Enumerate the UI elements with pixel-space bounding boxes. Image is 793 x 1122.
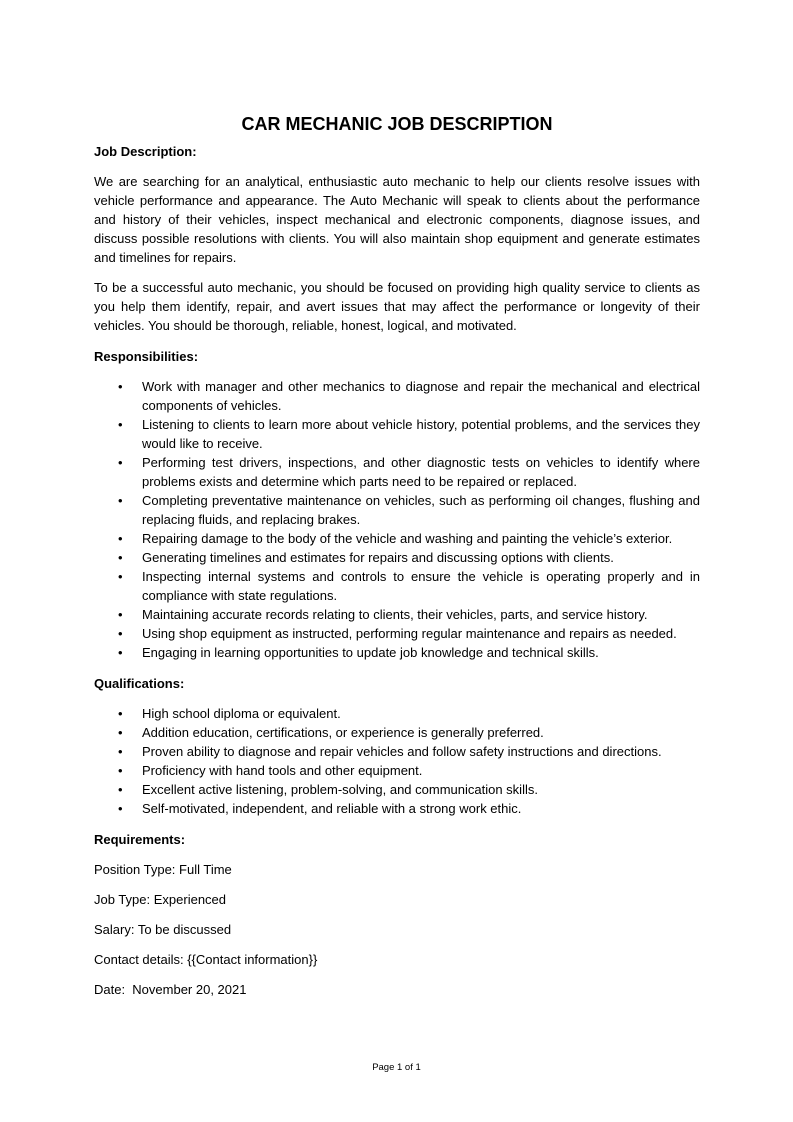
requirements-heading: Requirements: <box>94 832 186 847</box>
responsibility-item: • Maintaining accurate records relating to clients, their vehicles, parts, and service history. <box>118 607 648 622</box>
responsibility-item: • Performing test drivers, inspections, and other diagnostic tests on vehicles to identify where problems exists and determine which parts need to be repaired or replaced. <box>118 455 700 489</box>
bullet-icon: • <box>118 493 123 508</box>
qualification-item: • Proven ability to diagnose and repair vehicles and follow safety instructions and directions. <box>118 744 662 759</box>
responsibility-item: • Inspecting internal systems and controls to ensure the vehicle is operating properly and in compliance with state regulations. <box>118 569 700 603</box>
qualification-item: • Proficiency with hand tools and other equipment. <box>118 763 423 778</box>
job-description-paragraph-2: To be a successful auto mechanic, you should be focused on providing high quality service to clients as you help them identify, repair, and avert issues that may affect the performance or longevity of their vehicles. You should be thorough, reliable, honest, logical, and motivated. <box>94 280 700 333</box>
bullet-icon: • <box>118 417 123 432</box>
salary: Salary: To be discussed <box>94 922 232 937</box>
responsibility-item: • Using shop equipment as instructed, performing regular maintenance and repairs as needed. <box>118 626 677 641</box>
responsibility-item: • Generating timelines and estimates for repairs and discussing options with clients. <box>118 550 614 565</box>
responsibility-item: • Work with manager and other mechanics to diagnose and repair the mechanical and electrical components of vehicles. <box>118 379 700 413</box>
qualification-item: • Addition education, certifications, or experience is generally preferred. <box>118 725 544 740</box>
document-body <box>94 112 700 999</box>
bullet-icon: • <box>118 626 123 641</box>
qualification-item: • High school diploma or equivalent. <box>118 706 341 721</box>
position-type: Position Type: Full Time <box>94 862 232 877</box>
responsibilities-list <box>94 377 700 662</box>
bullet-icon: • <box>118 645 123 660</box>
bullet-icon: • <box>118 550 123 565</box>
job-description-heading: Job Description: <box>94 144 197 159</box>
contact-details: Contact details: {{Contact information}} <box>94 952 318 967</box>
responsibility-item: • Listening to clients to learn more about vehicle history, potential problems, and the services they would like to receive. <box>118 417 700 451</box>
job-type: Job Type: Experienced <box>94 892 227 907</box>
bullet-icon: • <box>118 706 123 721</box>
bullet-icon: • <box>118 763 123 778</box>
responsibilities-heading: Responsibilities: <box>94 349 199 364</box>
date: Date: November 20, 2021 <box>94 982 247 997</box>
bullet-icon: • <box>118 569 123 584</box>
bullet-icon: • <box>118 744 123 759</box>
bullet-icon: • <box>118 801 123 816</box>
qualification-item: • Self-motivated, independent, and reliable with a strong work ethic. <box>118 801 522 816</box>
responsibility-item: • Completing preventative maintenance on vehicles, such as performing oil changes, flushing and replacing fluids, and replacing brakes. <box>118 493 700 527</box>
document-title: CAR MECHANIC JOB DESCRIPTION <box>241 114 553 134</box>
bullet-icon: • <box>118 455 123 470</box>
page-number: Page 1 of 1 <box>372 1062 421 1073</box>
bullet-icon: • <box>118 607 123 622</box>
bullet-icon: • <box>118 379 123 394</box>
bullet-icon: • <box>118 782 123 797</box>
responsibility-item: • Engaging in learning opportunities to update job knowledge and technical skills. <box>118 645 599 660</box>
job-description-paragraph-1: We are searching for an analytical, enthusiastic auto mechanic to help our clients resolve issues with vehicle performance and appearance. The Auto Mechanic will speak to clients about the performance and history of their vehicles, inspect mechanical and electronic components, diagnose issues, and discuss possible resolutions with clients. You will also maintain shop equipment and generate estimates and timelines for repairs. <box>94 174 700 265</box>
qualification-item: • Excellent active listening, problem-solving, and communication skills. <box>118 782 538 797</box>
qualifications-heading: Qualifications: <box>94 676 185 691</box>
responsibility-item: • Repairing damage to the body of the vehicle and washing and painting the vehicle’s exterior. <box>118 531 673 546</box>
bullet-icon: • <box>118 725 123 740</box>
bullet-icon: • <box>118 531 123 546</box>
qualifications-list <box>94 704 700 818</box>
